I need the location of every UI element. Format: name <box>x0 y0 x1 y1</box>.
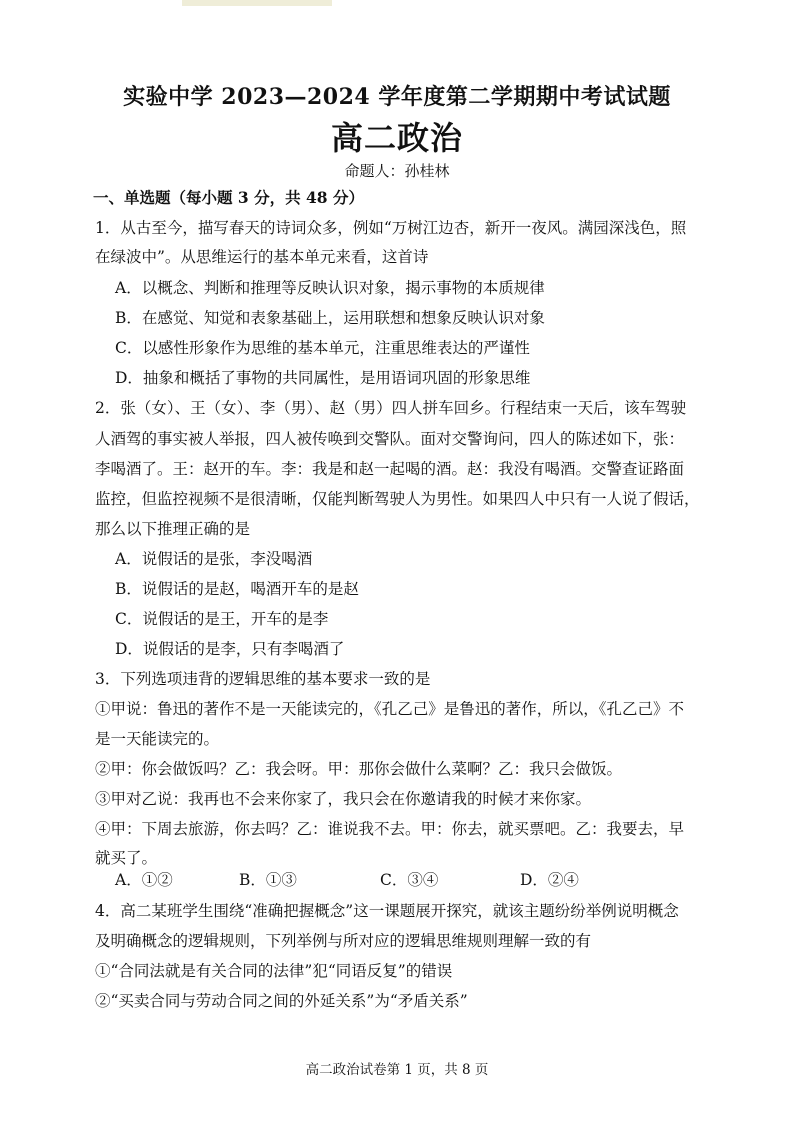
q1-option-d: D．抽象和概括了事物的共同属性，是用语词巩固的形象思维 <box>115 369 531 387</box>
q2-stem-line4: 监控，但监控视频不是很清晰，仅能判断驾驶人为男性。如果四人中只有一人说了假话， <box>95 490 700 508</box>
q3-option-a: A．①② <box>115 871 173 889</box>
q3-option-b: B．①③ <box>239 871 297 889</box>
q1-stem-line1: 1．从古至今，描写春天的诗词众多，例如“万树江边杏，新开一夜风。满园深浅色，照 <box>95 219 687 237</box>
q3-item2: ②甲：你会做饭吗？乙：我会呀。甲：那你会做什么菜啊？乙：我只会做饭。 <box>95 760 623 778</box>
q1-option-a: A．以概念、判断和推理等反映认识对象，揭示事物的本质规律 <box>115 279 545 297</box>
q2-option-c: C．说假话的是王，开车的是李 <box>115 610 329 628</box>
section-heading: 一、单选题（每小题 3 分，共 48 分） <box>93 188 364 207</box>
q1-option-c: C．以感性形象作为思维的基本单元，注重思维表达的严谨性 <box>115 339 530 357</box>
subject-title: 高二政治 <box>330 119 463 157</box>
exam-title: 实验中学 2023—2024 学年度第二学期期中考试试题 <box>123 84 671 110</box>
q1-option-b: B．在感觉、知觉和表象基础上，运用联想和想象反映认识对象 <box>115 309 545 327</box>
q4-stem-line1: 4．高二某班学生围绕“准确把握概念”这一课题展开探究，就该主题纷纷举例说明概念 <box>95 902 679 920</box>
author-line: 命题人：孙桂林 <box>344 162 450 180</box>
q2-stem-line1: 2．张（女）、王（女）、李（男）、赵（男）四人拼车回乡。行程结束一天后，该车驾驶 <box>95 399 687 417</box>
q4-stem-line2: 及明确概念的逻辑规则，下列举例与所对应的逻辑思维规则理解一致的有 <box>95 932 592 950</box>
q4-item2: ②“买卖合同与劳动合同之间的外延关系”为“矛盾关系” <box>95 992 468 1010</box>
q4-item1: ①“合同法就是有关合同的法律”犯“同语反复”的错误 <box>95 962 453 980</box>
q3-item4-line2: 就买了。 <box>95 849 158 867</box>
scan-artifact <box>182 0 332 6</box>
q2-option-d: D．说假话的是李，只有李喝酒了 <box>115 640 345 658</box>
q3-stem: 3．下列选项违背的逻辑思维的基本要求一致的是 <box>95 670 431 688</box>
q1-stem-line2: 在绿波中”。从思维运行的基本单元来看，这首诗 <box>95 248 429 266</box>
q2-stem-line2: 人酒驾的事实被人举报，四人被传唤到交警队。面对交警询问，四人的陈述如下，张： <box>95 430 685 448</box>
q3-option-c: C．③④ <box>380 871 439 889</box>
q2-option-b: B．说假话的是赵，喝酒开车的是赵 <box>115 580 359 598</box>
q2-stem-line3: 李喝酒了。王：赵开的车。李：我是和赵一起喝的酒。赵：我没有喝酒。交警查证路面 <box>95 460 685 478</box>
page-footer: 高二政治试卷第 1 页，共 8 页 <box>305 1062 489 1078</box>
q2-stem-line5: 那么以下推理正确的是 <box>95 520 251 538</box>
q3-item1-line1: ①甲说：鲁迅的著作不是一天能读完的，《孔乙己》是鲁迅的著作，所以，《孔乙己》不 <box>95 700 685 718</box>
q3-item1-line2: 是一天能读完的。 <box>95 730 220 748</box>
q3-options-row <box>115 868 635 890</box>
q3-item3: ③甲对乙说：我再也不会来你家了，我只会在你邀请我的时候才来你家。 <box>95 790 592 808</box>
q2-option-a: A．说假话的是张，李没喝酒 <box>115 550 313 568</box>
q3-item4-line1: ④甲：下周去旅游，你去吗？乙：谁说我不去。甲：你去，就买票吧。乙：我要去，早 <box>95 820 685 838</box>
q3-option-d: D．②④ <box>520 871 579 889</box>
